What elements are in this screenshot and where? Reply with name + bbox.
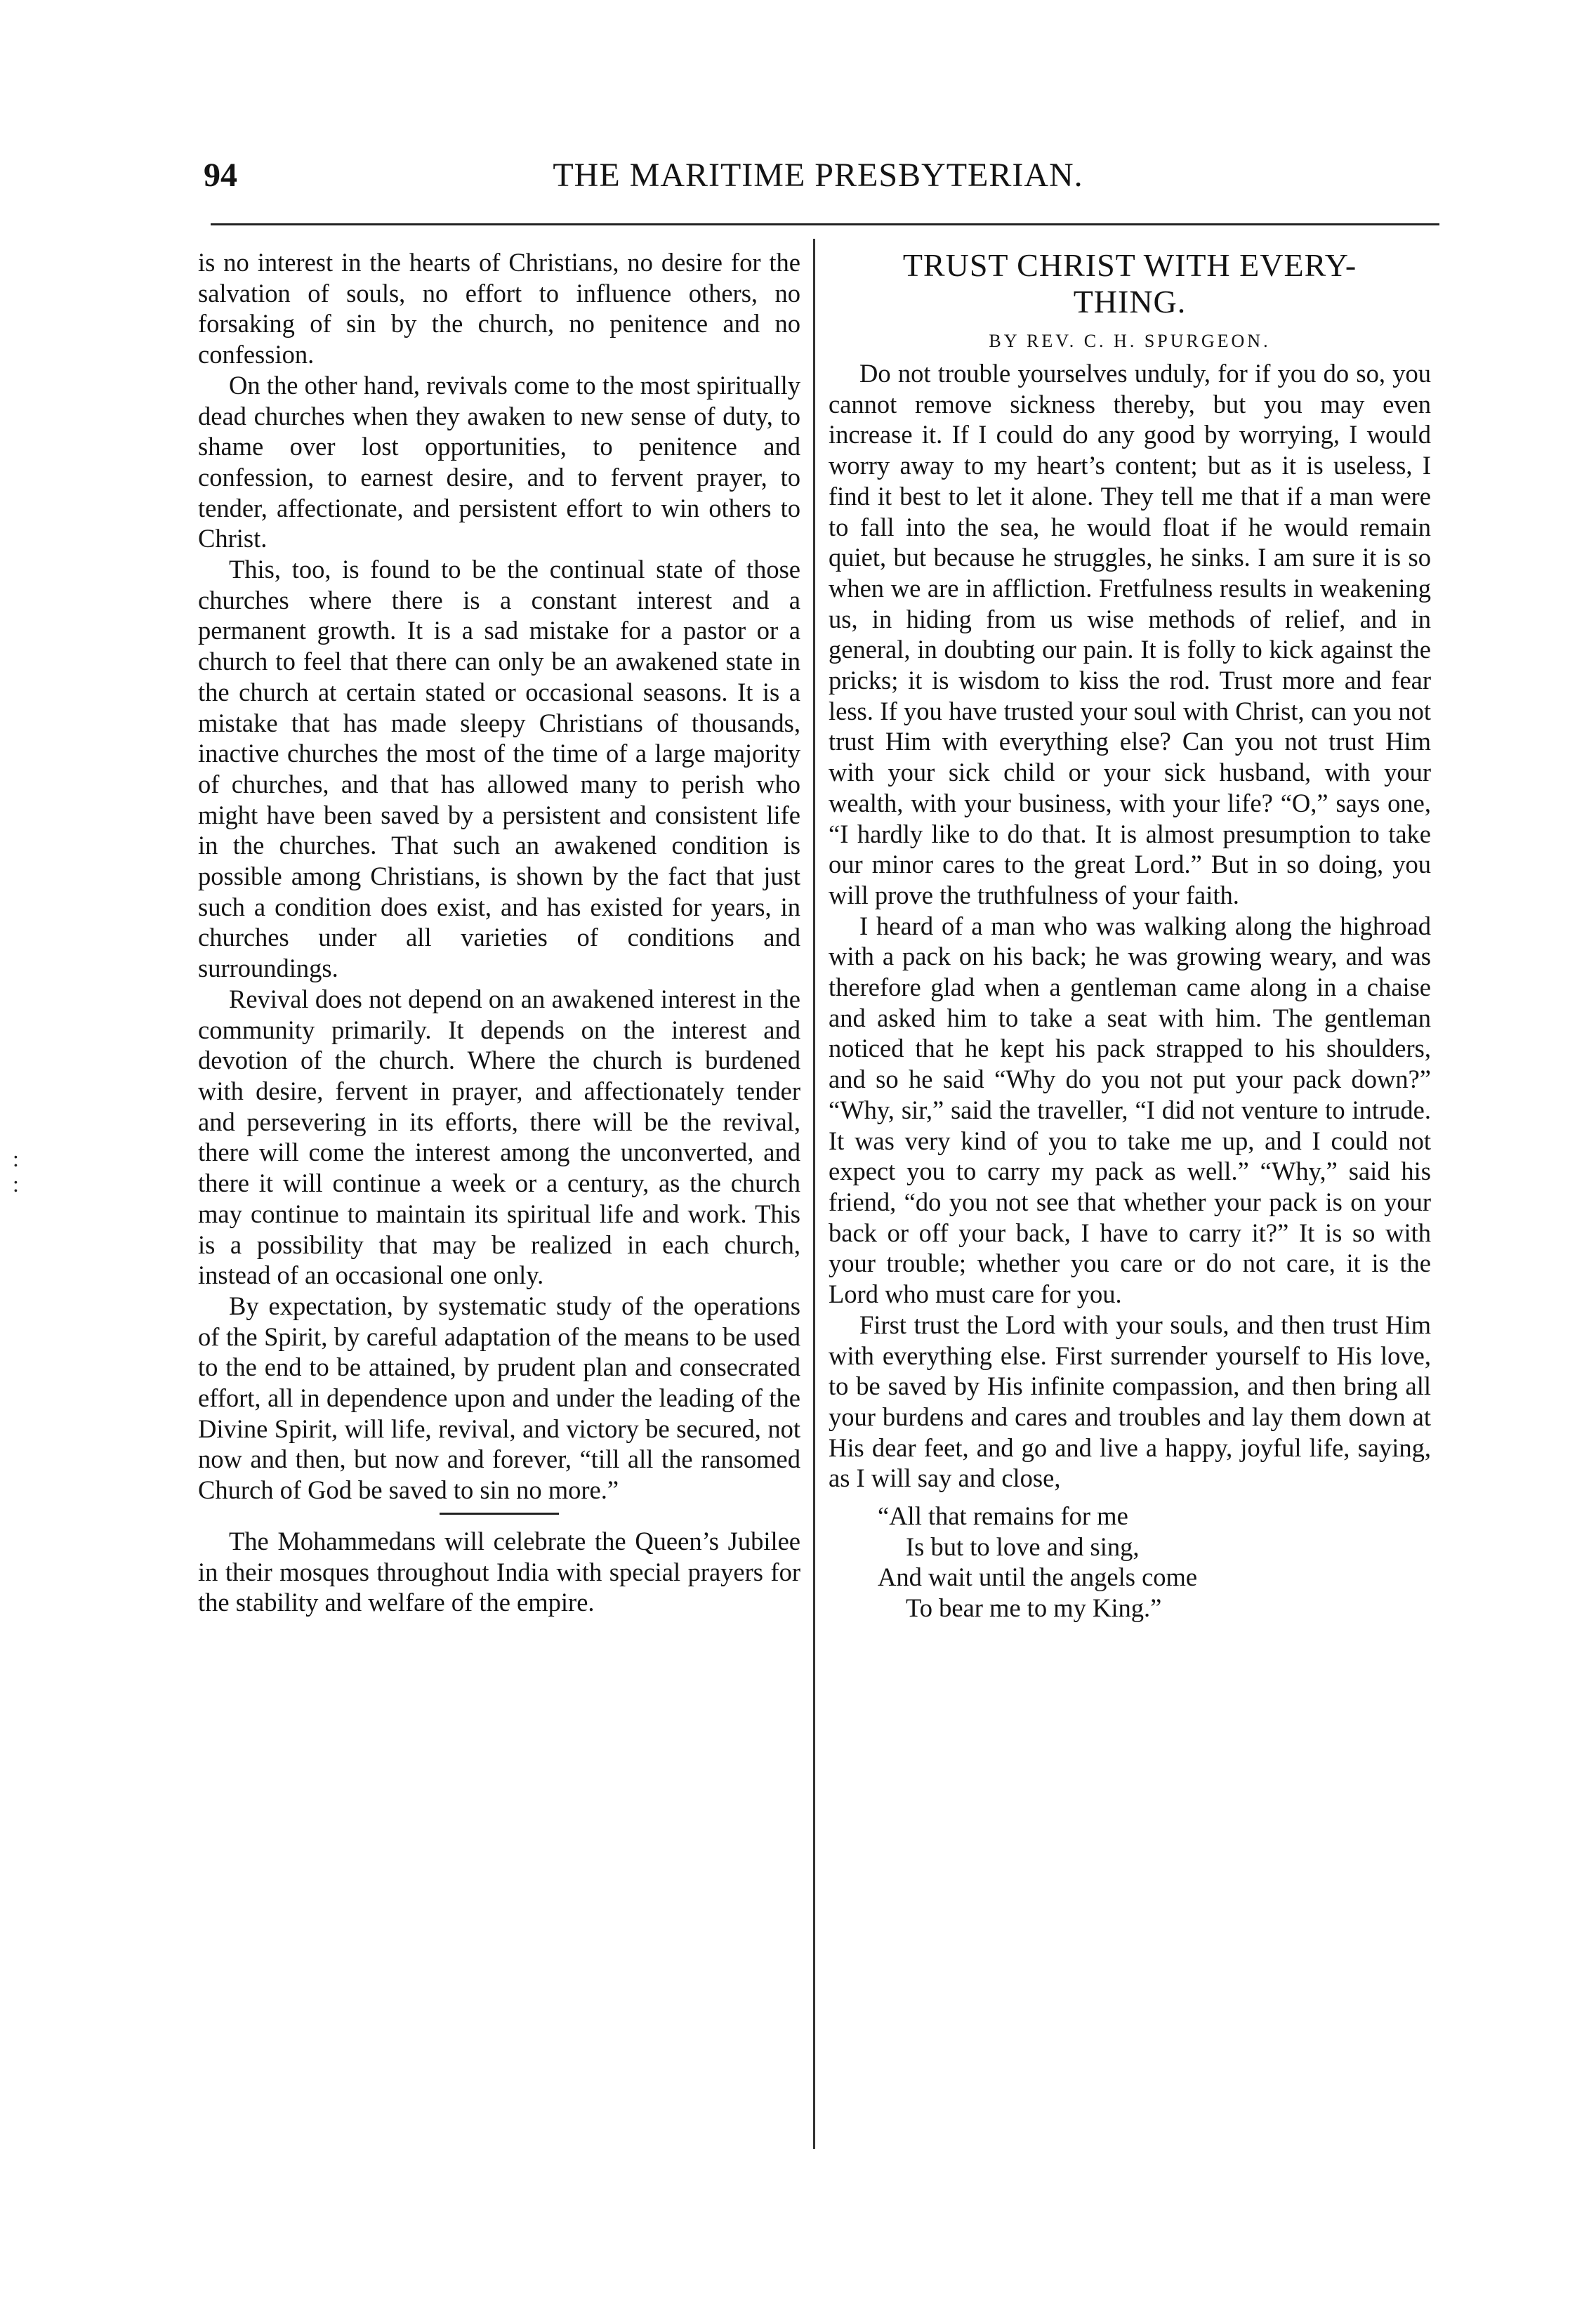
margin-mark: : : xyxy=(13,1146,19,1197)
verse-line: “All that remains for me xyxy=(878,1501,1128,1531)
journal-title: THE MARITIME PRESBYTERIAN. xyxy=(553,157,1083,194)
closing-verse xyxy=(829,1501,1431,1624)
verse-line: Is but to love and sing, xyxy=(906,1532,1140,1561)
left-column xyxy=(198,247,800,1618)
page-number: 94 xyxy=(204,157,237,194)
body-paragraph: This, too, is found to be the continual state of those churches where there is a constant interest and a permanent growth. It is a sad mistake for a pastor or a church to feel that there can only be an awakened state in the church at certain stated or occasional seasons. It is a mistake that has made sleepy Christians of thousands, inactive churches the most of the time of a large majority of churches, and that has allowed many to perish who might have been saved by a persistent and consistent life in the churches. That such an awakened condition is possible among Christians, is shown by the fact that just such a condition does exist, and has existed for years, in churches under all varieties of conditions and surroundings. xyxy=(198,555,800,983)
verse-line: And wait until the angels come xyxy=(878,1562,1198,1592)
article-paragraph: Do not trouble yourselves unduly, for if you do so, you cannot remove sickness thereby, but you may even increase it. If I could do any good by worrying, I would worry away to my heart’s content; but as it is useless, I find it best to let it alone. They tell me that if a man were to fall into the sea, he would float if he would remain quiet, but because he struggles, he sinks. I am sure it is so when we are in affliction. Fretfulness results in weakening us, in hiding from us wise methods of relief, and in general, in doubting our pain. It is folly to kick against the pricks; it is wisdom to kiss the rod. Trust more and fear less. If you have trusted your soul with Christ, can you not trust Him with everything else? Can you not trust Him with your sick child or your sick husband, with your wealth, with your business, with your life? “O,” says one, “I hardly like to do that. It is almost presumption to take our minor cares to the great Lord.” But in so doing, you will prove the truthfulness of your faith. xyxy=(829,359,1431,909)
article-title-line: TRUST CHRIST WITH EVERY- xyxy=(902,247,1357,283)
article-title xyxy=(829,247,1431,320)
body-paragraph: Revival does not depend on an awakened interest in the community primarily. It depends on the interest and devotion of the church. Where the church is burdened with desire, fervent in prayer, and affectionately tender and persevering in its efforts, there will be the revival, there will come the interest among the unconverted, and there it will continue a week or a century, as the church may continue to maintain its spiritual life and work. This is a possibility that may be realized in each church, instead of an occasional one only. xyxy=(198,984,800,1290)
right-column xyxy=(829,247,1431,1624)
body-paragraph: is no interest in the hearts of Christians, no desire for the salvation of souls, no effort to influence others, no forsaking of sin by the church, no penitence and no confession. xyxy=(198,248,800,369)
article-paragraph: First trust the Lord with your souls, and then trust Him with everything else. First surrender yourself to His love, to be saved by His infinite compassion, and then bring all your burdens and cares and troubles and lay them down at His dear feet, and go and live a happy, joyful life, saying, as I will say and close, xyxy=(829,1310,1431,1493)
body-paragraph: By expectation, by systematic study of the operations of the Spirit, by careful adaptation of the means to be used to the end to be attained, by prudent plan and consecrated effort, all in dependence upon and under the leading of the Divine Spirit, will life, revival, and victory be secured, not now and then, but now and forever, “till all the ransomed Church of God be saved to sin no more.” xyxy=(198,1291,800,1505)
news-note: The Mohammedans will celebrate the Queen’s Jubilee in their mosques throughout India with special prayers for the stability and welfare of the empire. xyxy=(198,1526,800,1617)
header-rule xyxy=(211,223,1439,225)
article-title-line: THING. xyxy=(1073,284,1187,320)
article-byline: BY REV. C. H. SPURGEON. xyxy=(989,331,1271,351)
column-divider xyxy=(813,239,815,2149)
running-head xyxy=(197,156,1439,205)
article-paragraph: I heard of a man who was walking along the highroad with a pack on his back; he was growing weary, and was therefore glad when a gentleman came along in a chaise and asked him to take a seat with him. The gentleman noticed that he kept his pack strapped to his shoulders, and so he said “Why do you not put your pack down?” “Why, sir,” said the traveller, “I did not venture to intrude. It was very kind of you to take me up, and I could not expect you to carry my pack as well.” “Why,” said his friend, “do you not see that whether your pack is on your back or off your back, I have to carry it?” It is so with your trouble; whether you care or do not care, it is the Lord who must care for you. xyxy=(829,911,1431,1309)
section-divider xyxy=(440,1513,559,1515)
verse-line: To bear me to my King.” xyxy=(906,1593,1162,1623)
body-paragraph: On the other hand, revivals come to the most spiritually dead churches when they awaken to new sense of duty, to shame over lost opportunities, to penitence and confession, to earnest desire, and to fervent prayer, to tender, affectionate, and persistent effort to win others to Christ. xyxy=(198,370,800,553)
